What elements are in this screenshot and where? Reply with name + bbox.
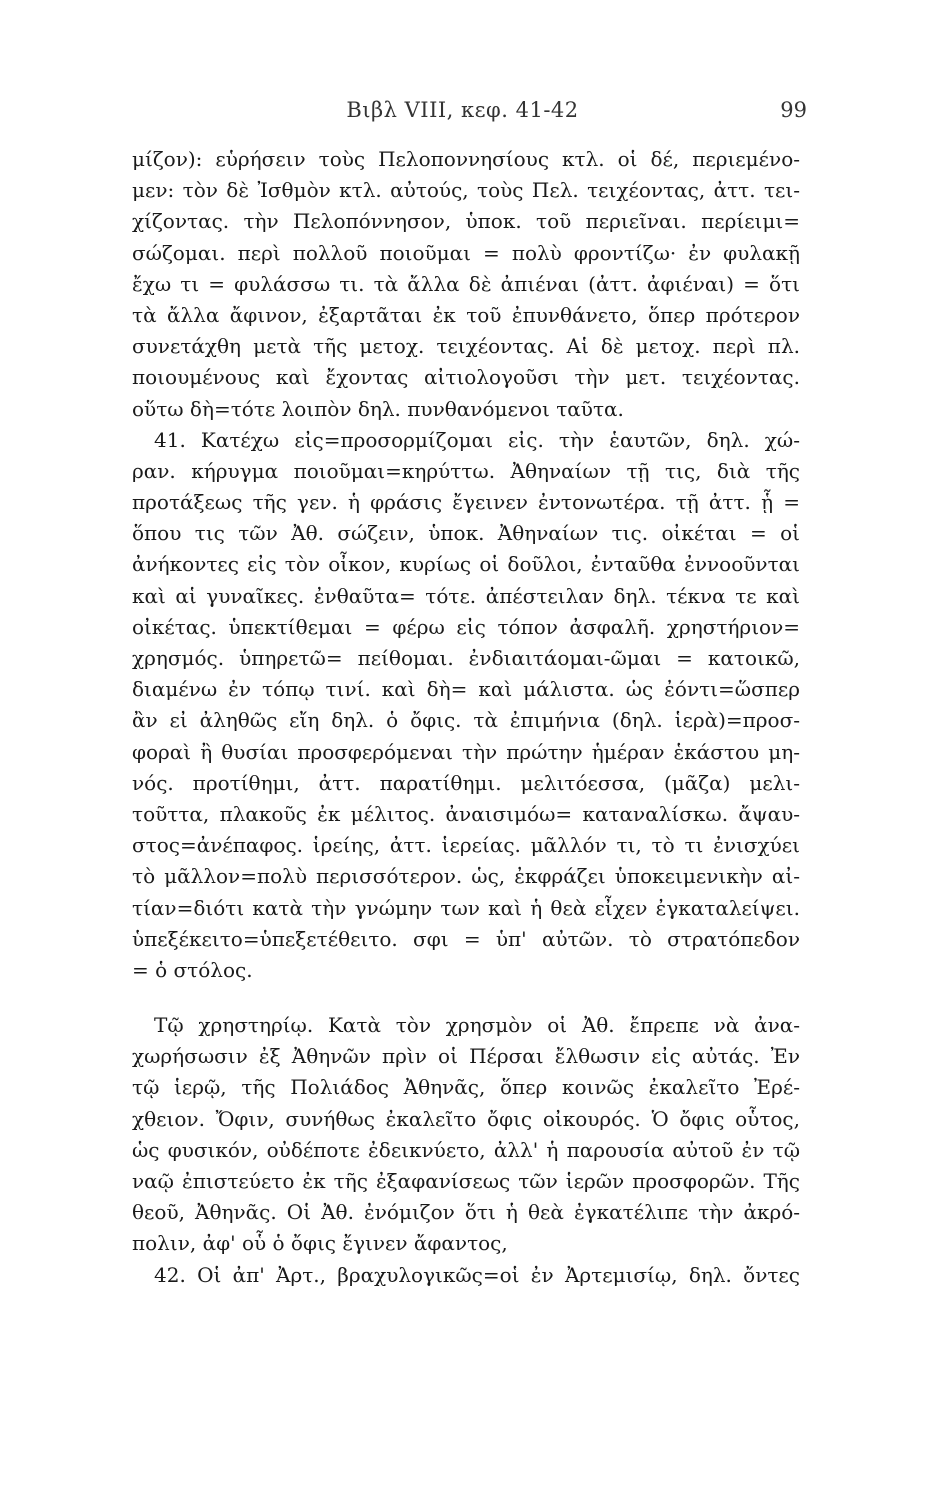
paragraph-gap bbox=[132, 986, 800, 1010]
notes-text-block bbox=[132, 144, 800, 1291]
commentary-line: ναῷ ἐπιστεύετο ἐκ τῆς ἐξαφανίσεως τῶν ἱερῶν προσφορῶν. Τῆς bbox=[132, 1169, 800, 1193]
notes-line: φοραὶ ἢ θυσίαι προσφερόμεναι τὴν πρώτην ἡμέραν ἑκάστου μη- bbox=[132, 739, 800, 764]
notes-line: προτάξεως τῆς γεν. ἡ φράσις ἔγεινεν ἐντονωτέρα. τῇ ἀττ. ᾗ = bbox=[132, 490, 800, 515]
notes-line: χίζοντας. τὴν Πελοπόννησον, ὑποκ. τοῦ περιεῖναι. περίειμι= bbox=[132, 209, 800, 234]
notes-line: σώζομαι. περὶ πολλοῦ ποιοῦμαι = πολὺ φροντίζω· ἐν φυλακῇ bbox=[132, 240, 800, 265]
notes-line: διαμένω ἐν τόπῳ τινί. καὶ δὴ= καὶ μάλιστα. ὡς ἐόντι=ὥσπερ bbox=[132, 677, 800, 702]
commentary-line: χωρήσωσιν ἐξ Ἀθηνῶν πρὶν οἱ Πέρσαι ἔλθωσιν εἰς αὐτάς. Ἐν bbox=[132, 1044, 800, 1069]
commentary-line: τῷ ἱερῷ, τῆς Πολιάδος Ἀθηνᾶς, ὅπερ κοινῶς ἐκαλεῖτο Ἐρέ- bbox=[132, 1075, 800, 1100]
notes-line: = ὁ στόλος. bbox=[132, 957, 253, 982]
notes-line: καὶ αἱ γυναῖκες. ἐνθαῦτα= τότε. ἀπέστειλαν δηλ. τέκνα τε καὶ bbox=[132, 583, 800, 608]
commentary-line: Τῷ χρηστηρίῳ. Κατὰ τὸν χρησμὸν οἱ Ἀθ. ἔπρεπε νὰ ἀνα- bbox=[154, 1013, 800, 1038]
notes-line: συνετάχθη μετὰ τῆς μετοχ. τειχέοντας. Αἱ δὲ μετοχ. περὶ πλ. bbox=[132, 334, 800, 359]
section-41-start-line: 41. Κατέχω εἰς=προσορμίζομαι εἰς. τὴν ἑαυτῶν, δηλ. χώ- bbox=[154, 427, 800, 452]
running-title: Βιβλ VIII, κεφ. 41-42 bbox=[346, 98, 579, 122]
notes-line: ποιουμένους καὶ ἔχοντας αἰτιολογοῦσι τὴν μετ. τειχέοντας. bbox=[132, 365, 800, 390]
notes-line: ὑπεξέκειτο=ὑπεξετέθειτο. σφι = ὑπ' αὐτῶν. τὸ στρατόπεδον bbox=[132, 926, 800, 951]
notes-line: χρησμός. ὑπηρετῶ= πείθομαι. ἐνδιαιτάομαι-ῶμαι = κατοικῶ, bbox=[132, 646, 800, 670]
notes-line: ραν. κήρυγμα ποιοῦμαι=κηρύττω. Ἀθηναίων τῇ τις, διὰ τῆς bbox=[132, 458, 800, 483]
notes-line: τίαν=διότι κατὰ τὴν γνώμην των καὶ ἡ θεὰ εἶχεν ἐγκαταλείψει. bbox=[132, 895, 800, 920]
page-number: 99 bbox=[780, 98, 807, 122]
commentary-line: χθειον. Ὄφιν, συνήθως ἐκαλεῖτο ὄφις οἰκουρός. Ὁ ὄφις οὗτος, bbox=[132, 1106, 800, 1131]
notes-line: τὰ ἄλλα ἄφινον, ἐξαρτᾶται ἐκ τοῦ ἐπυνθάνετο, ὅπερ πρότερον bbox=[132, 302, 800, 327]
notes-line: νός. προτίθημι, ἀττ. παρατίθημι. μελιτόεσσα, (μᾶζα) μελι- bbox=[132, 770, 800, 795]
notes-line: ὅπου τις τῶν Ἀθ. σώζειν, ὑποκ. Ἀθηναίων τις. οἰκέται = οἱ bbox=[132, 521, 800, 546]
commentary-line: πολιν, ἀφ' οὗ ὁ ὄφις ἔγινεν ἄφαντος, bbox=[132, 1231, 508, 1256]
notes-line: ἔχω τι = φυλάσσω τι. τὰ ἄλλα δὲ ἀπιέναι (ἀττ. ἀφιέναι) = ὅτι bbox=[132, 271, 800, 296]
notes-line: οὕτω δὴ=τότε λοιπὸν δηλ. πυνθανόμενοι ταῦτα. bbox=[132, 396, 624, 421]
notes-line: ἀνήκοντες εἰς τὸν οἶκον, κυρίως οἱ δοῦλοι, ἐνταῦθα ἐννοοῦνται bbox=[132, 552, 800, 577]
notes-line: μίζον): εὑρήσειν τοὺς Πελοποννησίους κτλ. οἱ δέ, περιεμένο- bbox=[132, 147, 800, 171]
section-42-start-line: 42. Οἱ ἀπ' Ἀρτ., βραχυλογικῶς=οἱ ἐν Ἀρτεμισίῳ, δηλ. ὄντες bbox=[154, 1262, 800, 1287]
notes-line: οἰκέτας. ὑπεκτίθεμαι = φέρω εἰς τόπον ἀσφαλῆ. χρηστήριον= bbox=[132, 614, 800, 639]
notes-line: τὸ μᾶλλον=πολὺ περισσότερον. ὡς, ἐκφράζει ὑποκειμενικὴν αἰ- bbox=[132, 864, 800, 889]
notes-line: στος=ἀνέπαφος. ἱρείης, ἀττ. ἱερείας. μᾶλλόν τι, τὸ τι ἐνισχύει bbox=[132, 833, 800, 858]
notes-line: μεν: τὸν δὲ Ἰσθμὸν κτλ. αὐτούς, τοὺς Πελ. τειχέοντας, ἀττ. τει- bbox=[132, 178, 800, 203]
running-head bbox=[0, 98, 925, 128]
notes-line: τοῦττα, πλακοῦς ἐκ μέλιτος. ἀναισιμόω= καταναλίσκω. ἄψαυ- bbox=[132, 801, 800, 826]
commentary-line: ὡς φυσικόν, οὐδέποτε ἐδεικνύετο, ἀλλ' ἡ παρουσία αὐτοῦ ἐν τῷ bbox=[132, 1137, 800, 1162]
notes-line: ἂν εἰ ἀληθῶς εἴη δηλ. ὁ ὄφις. τὰ ἐπιμήνια (δηλ. ἱερὰ)=προσ- bbox=[132, 708, 800, 733]
commentary-line: θεοῦ, Ἀθηνᾶς. Οἱ Ἀθ. ἐνόμιζον ὅτι ἡ θεὰ ἐγκατέλιπε τὴν ἀκρό- bbox=[132, 1200, 800, 1225]
